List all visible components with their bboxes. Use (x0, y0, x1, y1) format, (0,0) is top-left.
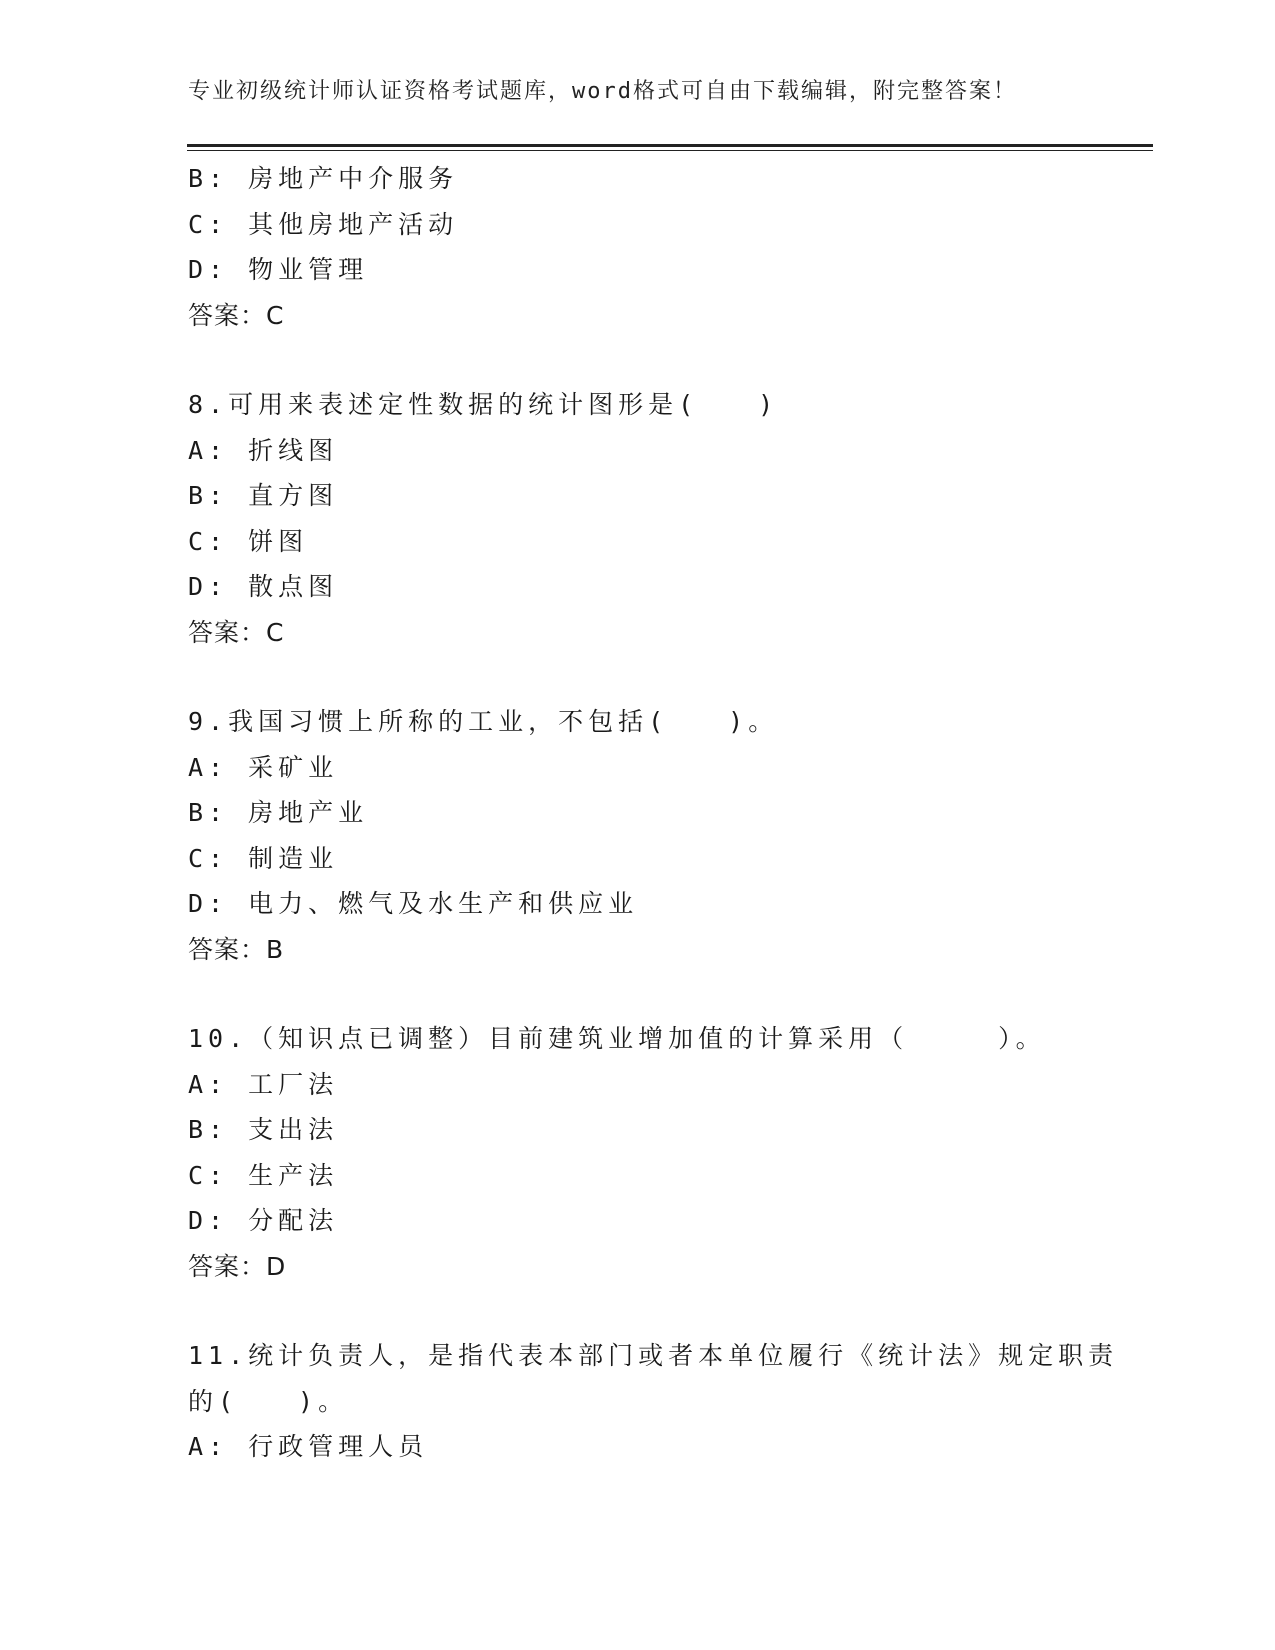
question-10 (188, 1016, 1088, 1289)
question-stem: 8.可用来表述定性数据的统计图形是( ) (188, 390, 779, 419)
option-c: C: 饼图 (188, 526, 309, 556)
option-c: C: 制造业 (188, 843, 339, 873)
option-b: B: 房地产中介服务 (188, 164, 459, 193)
question-9 (188, 699, 1088, 972)
header-rule-thick (187, 144, 1153, 147)
option-b: B: 直方图 (188, 481, 339, 510)
header-rule-thin (187, 150, 1153, 151)
question-content (188, 156, 1119, 1470)
question-stem-line-1: 11.统计负责人，是指代表本部门或者本单位履行《统计法》规定职责 (188, 1341, 1119, 1370)
answer: 答案：B (188, 934, 285, 964)
question-stem: 9.我国习惯上所称的工业，不包括( )。 (188, 707, 779, 736)
answer: 答案：C (188, 617, 285, 647)
option-d: D: 散点图 (188, 572, 339, 601)
option-d: D: 物业管理 (188, 255, 369, 284)
option-d: D: 电力、燃气及水生产和供应业 (188, 889, 639, 918)
option-a: A: 折线图 (188, 435, 339, 465)
option-b: B: 支出法 (188, 1115, 339, 1144)
option-c: C: 生产法 (188, 1160, 339, 1190)
option-d: D: 分配法 (188, 1206, 339, 1235)
option-a: A: 工厂法 (188, 1069, 339, 1099)
answer: 答案：D (188, 1251, 287, 1281)
answer: 答案：C (188, 300, 285, 330)
question-stem: 10.（知识点已调整）目前建筑业增加值的计算采用（ ）。 (188, 1024, 1046, 1053)
question-7-continued (188, 156, 1088, 338)
option-a: A: 采矿业 (188, 752, 339, 782)
question-8 (188, 382, 1088, 655)
question-stem-line-2: 的( )。 (188, 1386, 349, 1416)
page-header: 专业初级统计师认证资格考试题库，word格式可自由下载编辑，附完整答案！ (188, 79, 1017, 104)
question-11 (188, 1333, 1119, 1470)
option-a: A: 行政管理人员 (188, 1432, 429, 1461)
option-c: C: 其他房地产活动 (188, 209, 459, 239)
option-b: B: 房地产业 (188, 798, 369, 827)
